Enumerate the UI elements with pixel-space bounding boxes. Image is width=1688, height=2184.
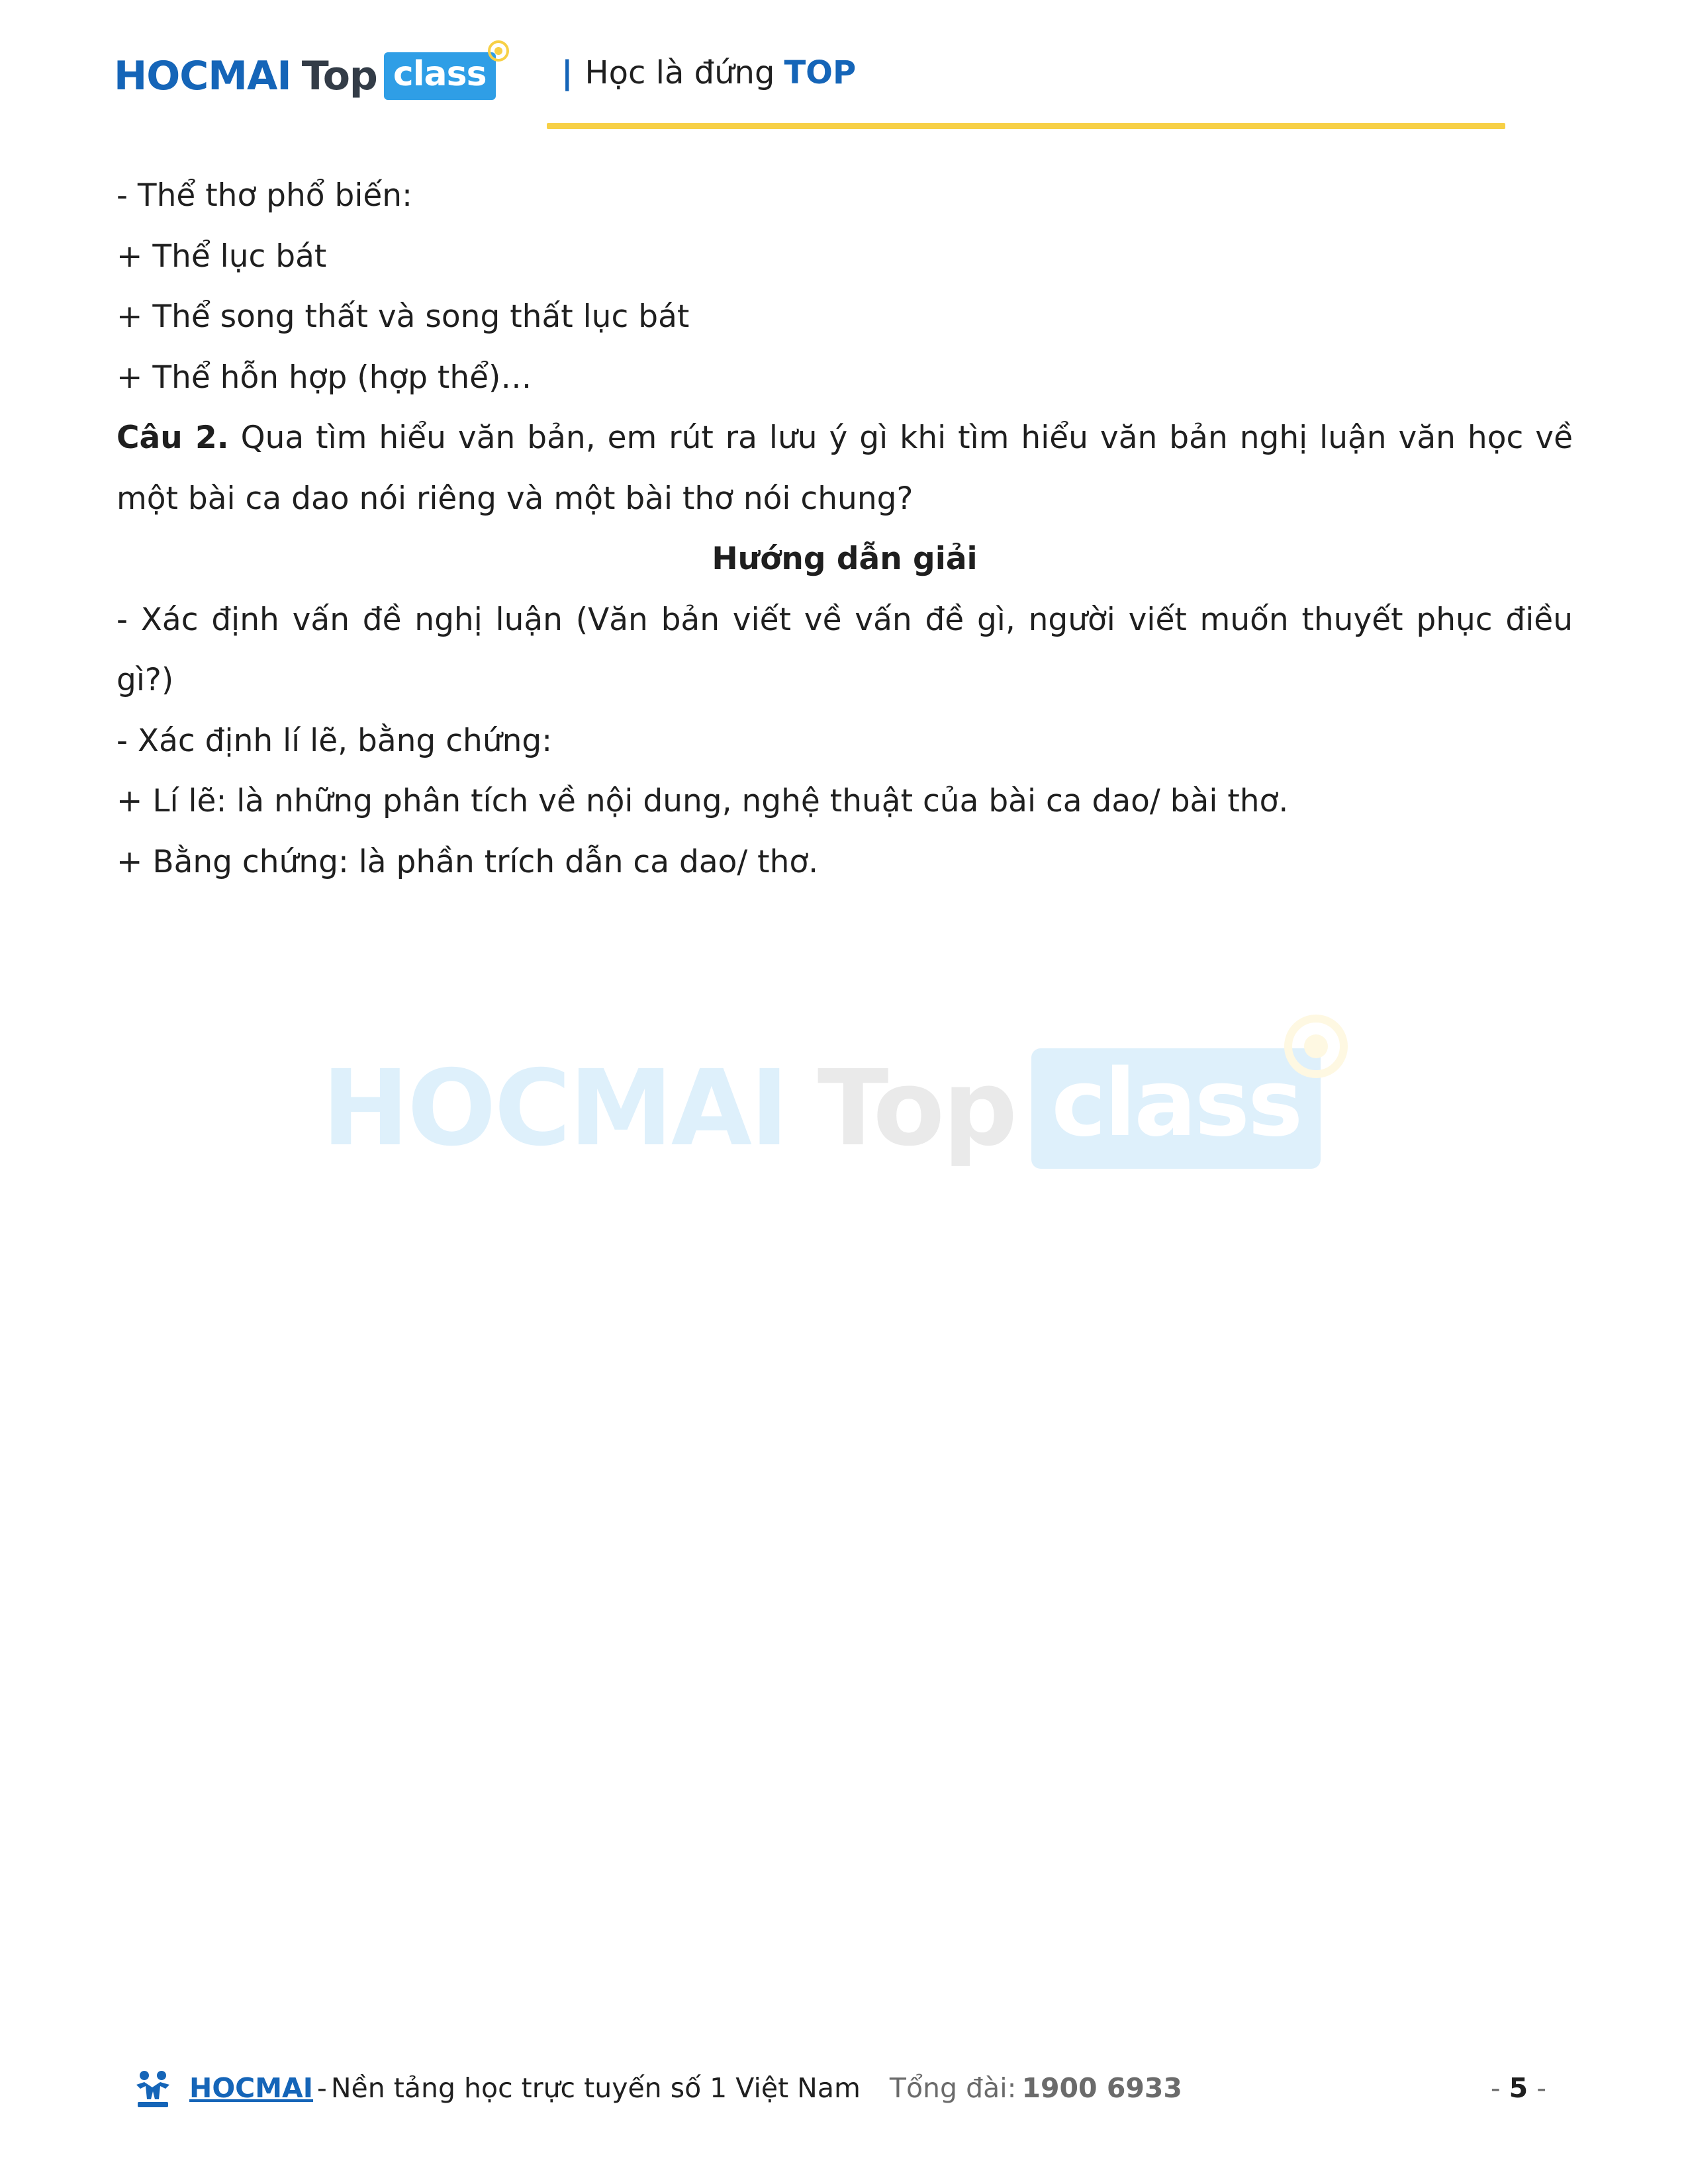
footer-hotline-label: Tổng đài:	[889, 2072, 1017, 2104]
watermark-sun-icon	[1280, 1010, 1352, 1083]
sun-icon	[487, 39, 510, 63]
answer-line: - Xác định lí lẽ, bằng chứng:	[117, 722, 553, 759]
watermark-class-badge	[1031, 1048, 1321, 1169]
question-text: Qua tìm hiểu văn bản, em rút ra lưu ý gì khi tìm hiểu văn bản nghị luận văn học về một bài ca dao nói riêng và một bài thơ nói chung?	[117, 420, 1573, 517]
answer-line: + Lí lẽ: là những phân tích về nội dung, nghệ thuật của bài ca dao/ bài thơ.	[117, 783, 1289, 819]
logo-top-text: Top	[301, 53, 377, 99]
text-line: + Thể lục bát	[117, 238, 327, 275]
tagline-text: Học là đứng	[585, 54, 775, 91]
document-body	[117, 165, 1573, 892]
page-number-value: 5	[1509, 2072, 1528, 2104]
page-number-prefix: -	[1490, 2072, 1509, 2104]
page-header	[0, 0, 1688, 139]
footer-slogan: Nền tảng học trực tuyến số 1 Việt Nam	[330, 2072, 861, 2104]
header-tagline	[561, 54, 856, 91]
answer-line: - Xác định vấn đề nghị luận (Văn bản viết về vấn đề gì, người viết muốn thuyết phục điều gì?)	[117, 601, 1573, 698]
header-divider	[547, 123, 1505, 129]
question-paragraph	[117, 408, 1573, 529]
footer-brand-link[interactable]: HOCMAI	[189, 2072, 314, 2104]
footer-hotline-number: 1900 6933	[1021, 2072, 1182, 2104]
tagline-divider: |	[561, 54, 573, 91]
answer-line: + Bằng chứng: là phần trích dẫn ca dao/ thơ.	[117, 843, 819, 880]
answer-heading: Hướng dẫn giải	[712, 541, 978, 577]
page-number-suffix: -	[1528, 2072, 1546, 2104]
text-line: + Thể hỗn hợp (hợp thể)…	[117, 359, 532, 396]
watermark	[322, 1032, 1321, 1185]
text-line: + Thể song thất và song thất lục bát	[117, 298, 690, 335]
watermark-hocmai-text: HOCMAI	[322, 1048, 787, 1169]
watermark-class-text: class	[1051, 1050, 1301, 1158]
watermark-top-text: Top	[817, 1048, 1016, 1169]
text-line: - Thể thơ phổ biến:	[117, 177, 412, 214]
tagline-highlight: TOP	[784, 54, 857, 91]
hocmai-mascot-icon	[130, 2065, 176, 2111]
question-label: Câu 2.	[117, 420, 229, 456]
logo-class-text: class	[393, 54, 487, 94]
footer-separator: -	[317, 2072, 327, 2104]
logo-hocmai-text: HOCMAI	[114, 53, 291, 99]
logo-class-badge	[384, 52, 496, 100]
page-number	[1491, 2072, 1546, 2104]
page-footer	[130, 2058, 1560, 2118]
hocmai-topclass-logo	[114, 46, 496, 106]
